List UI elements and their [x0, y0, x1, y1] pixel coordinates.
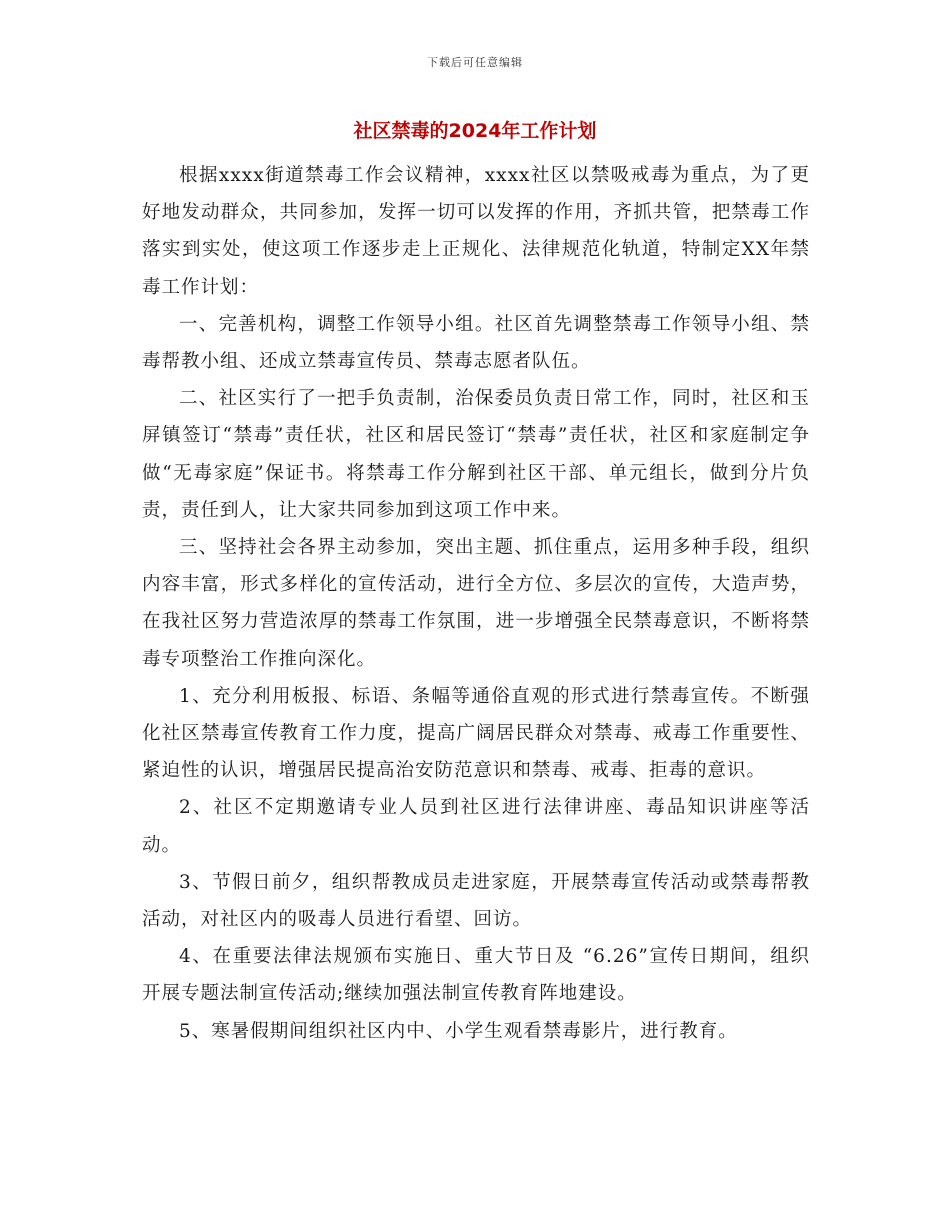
paragraph-intro: 根据xxxx街道禁毒工作会议精神，xxxx社区以禁吸戒毒为重点，为了更好地发动群众，共同参加，发挥一切可以发挥的作用，齐抓共管，把禁毒工作落实到实处，使这项工作逐步走上正规化、法律规范化轨道，特制定XX年禁毒工作计划： — [142, 165, 810, 298]
header-note: 下载后可任意编辑 — [427, 56, 523, 69]
document-title: 社区禁毒的2024年工作计划 — [353, 120, 597, 142]
paragraph-item-5: 5、寒暑假期间组织社区内中、小学生观看禁毒影片，进行教育。 — [179, 1020, 738, 1042]
paragraph-section-3: 三、坚持社会各界主动参加，突出主题、抓住重点，运用多种手段，组织内容丰富，形式多样化的宣传活动，进行全方位、多层次的宣传，大造声势，在我社区努力营造浓厚的禁毒工作氛围，进一步增强全民禁毒意识，不断将禁毒专项整治工作推向深化。 — [142, 537, 810, 670]
document-body — [142, 157, 810, 1050]
paragraph-item-4: 4、在重要法律法规颁布实施日、重大节日及 “6.26”宣传日期间，组织开展专题法制宣传活动;继续加强法制宣传教育阵地建设。 — [142, 946, 810, 1005]
paragraph-section-2: 二、社区实行了一把手负责制，治保委员负责日常工作，同时，社区和玉屏镇签订“禁毒”责任状，社区和居民签订“禁毒”责任状，社区和家庭制定争做“无毒家庭”保证书。将禁毒工作分解到社区干部、单元组长，做到分片负责，责任到人，让大家共同参加到这项工作中来。 — [142, 388, 810, 521]
paragraph-item-2: 2、社区不定期邀请专业人员到社区进行法律讲座、毒品知识讲座等活动。 — [142, 797, 810, 856]
paragraph-section-1: 一、完善机构，调整工作领导小组。社区首先调整禁毒工作领导小组、禁毒帮教小组、还成立禁毒宣传员、禁毒志愿者队伍。 — [142, 313, 810, 373]
paragraph-item-1: 1、充分利用板报、标语、条幅等通俗直观的形式进行禁毒宣传。不断强化社区禁毒宣传教育工作力度，提高广阔居民群众对禁毒、戒毒工作重要性、紧迫性的认识，增强居民提高治安防范意识和禁毒、戒毒、拒毒的意识。 — [142, 685, 810, 782]
paragraph-item-3: 3、节假日前夕，组织帮教成员走进家庭，开展禁毒宣传活动或禁毒帮教活动，对社区内的吸毒人员进行看望、回访。 — [142, 871, 810, 931]
